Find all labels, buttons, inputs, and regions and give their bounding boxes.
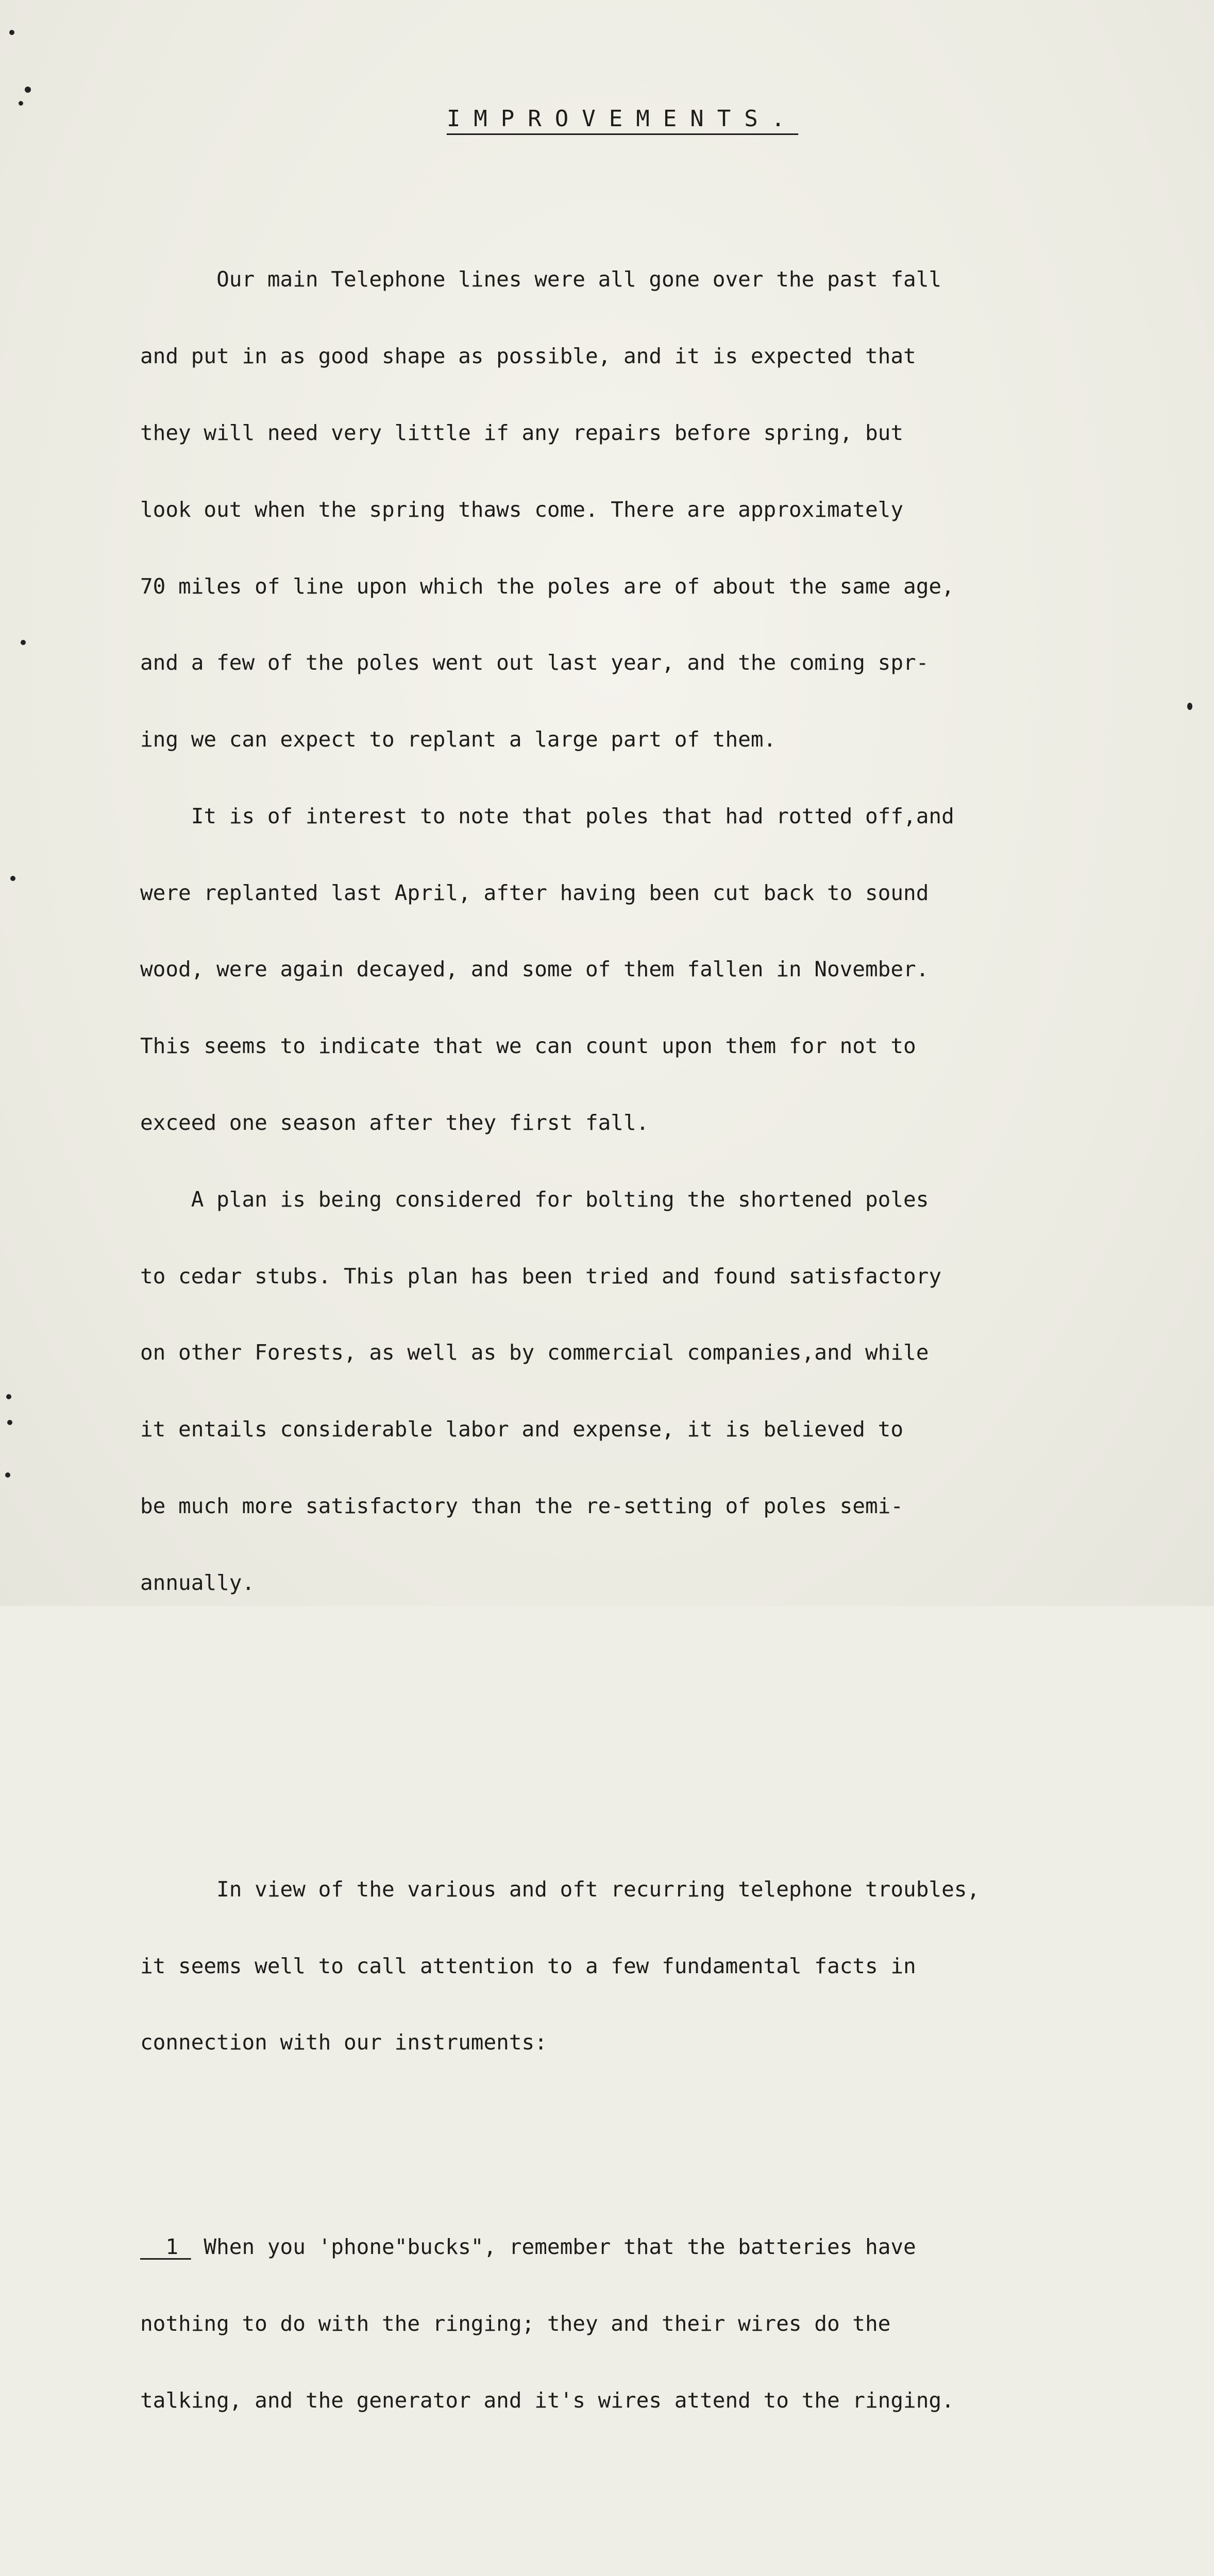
text-line: It is of interest to note that poles that had rotted off,and [140, 803, 954, 828]
text-line [140, 2234, 1129, 2260]
ink-speck [10, 876, 15, 881]
text-line: In view of the various and oft recurring telephone troubles, [140, 1876, 980, 1902]
text-line: talking, and the generator and it's wires attend to the ringing. [140, 2387, 954, 2413]
text-line: 70 miles of line upon which the poles are of about the same age, [140, 573, 954, 599]
text-line: were replanted last April, after having been cut back to sound [140, 880, 929, 905]
text-line: and a few of the poles went out last year, and the coming spr- [140, 650, 929, 675]
page-title: IMPROVEMENTS. [446, 106, 799, 132]
text-line: connection with our instruments: [140, 2030, 547, 2055]
ink-speck [21, 640, 26, 645]
spacer [140, 1723, 1129, 1749]
text-line: Our main Telephone lines were all gone over the past fall [140, 267, 942, 292]
text-line: to cedar stubs. This plan has been tried and found satisfactory [140, 1263, 942, 1289]
text-line: A plan is being considered for bolting the shortened poles [140, 1187, 929, 1212]
ink-speck [7, 1420, 12, 1425]
spacer [140, 2541, 1129, 2567]
text-line: it entails considerable labor and expense, it is believed to [140, 1417, 904, 1442]
ink-speck [6, 1394, 11, 1399]
text-line: they will need very little if any repairs before spring, but [140, 420, 904, 445]
text-line: on other Forests, as well as by commercial companies,and while [140, 1340, 929, 1365]
text-line: ing we can expect to replant a large part of them. [140, 727, 777, 752]
text-line: exceed one season after they first fall. [140, 1110, 649, 1135]
item-number-value: 1 [165, 2234, 179, 2260]
text-line: look out when the spring thaws come. There are approximately [140, 497, 904, 522]
text-line: This seems to indicate that we can count upon them for not to [140, 1033, 916, 1059]
text-line: annually. [140, 1570, 255, 1595]
ink-speck [5, 1472, 10, 1478]
view-section [140, 1826, 1129, 2107]
ink-speck [9, 30, 14, 35]
ink-speck [1187, 703, 1192, 710]
text-line: nothing to do with the ringing; they and their wires do the [140, 2311, 891, 2336]
text-line: it seems well to call attention to a few fundamental facts in [140, 1953, 916, 1978]
ink-speck [19, 101, 23, 106]
text-line: be much more satisfactory than the re-setting of poles semi- [140, 1493, 904, 1518]
item-text: When you 'phone"bucks", remember that the batteries have [191, 2234, 916, 2260]
numbered-item [140, 2183, 1129, 2465]
item-number [140, 2234, 191, 2259]
document-body [140, 165, 1129, 2576]
intro-section [140, 216, 1129, 1647]
text-line: wood, were again decayed, and some of them fallen in November. [140, 957, 929, 982]
ink-speck [25, 87, 31, 93]
text-line: and put in as good shape as possible, and it is expected that [140, 344, 916, 369]
